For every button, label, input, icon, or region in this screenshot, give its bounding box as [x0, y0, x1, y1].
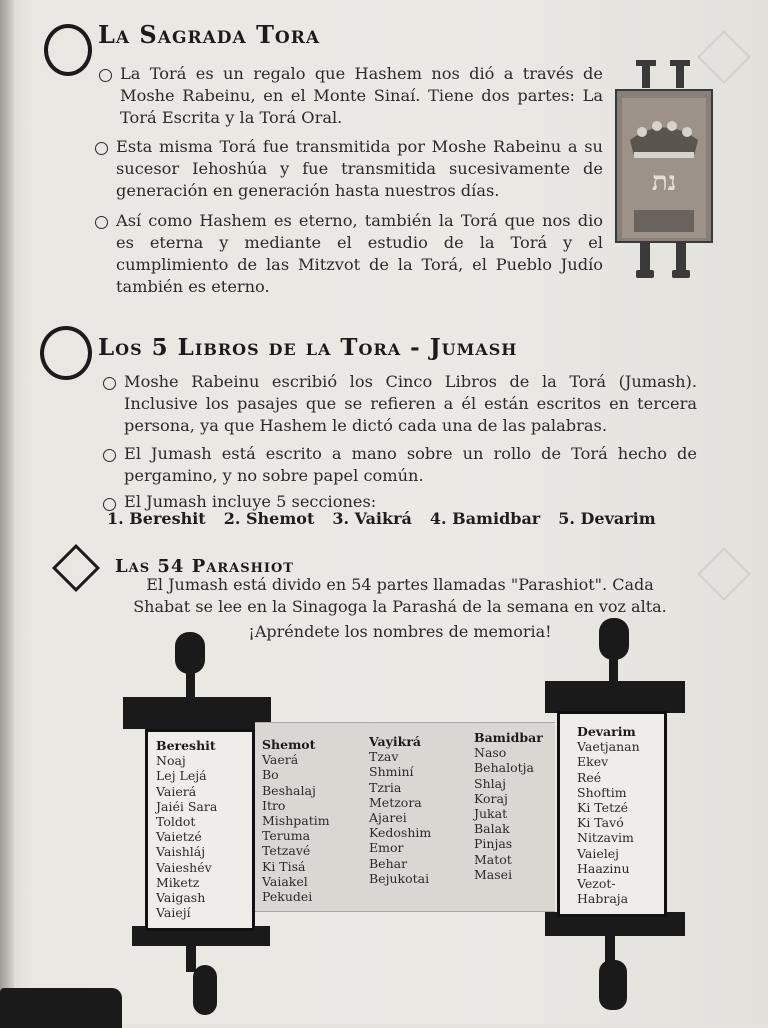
parashiot-column-bereshit [156, 738, 217, 920]
bullet-circle-icon [103, 449, 116, 462]
book-heading: Bereshit [156, 738, 216, 753]
paragraph: Esta misma Torá fue transmitida por Moshe Rabeinu a su sucesor Iehoshúa y fue transmitida sucesivamente de generación en generación hasta nuestros días. [116, 137, 603, 200]
paragraph: El Jumash está escrito a mano sobre un rollo de Torá hecho de pergamino, y no sobre papel común. [124, 444, 697, 485]
parasha-name: Masei [474, 866, 513, 882]
parasha-name: Toldot [156, 814, 196, 830]
corner-object [0, 988, 122, 1028]
paragraph: El Jumash incluye 5 secciones: [124, 492, 377, 511]
section-circle-icon [40, 326, 92, 380]
parasha-name: Shminí [369, 764, 414, 780]
parashiot-column-bamidbar [474, 730, 543, 882]
section-circle-icon [44, 24, 92, 76]
parasha-name: Ajarei [369, 810, 407, 826]
parasha-name: Matot [474, 851, 512, 867]
bullet-circle-icon [95, 142, 108, 155]
scroll-stem-top-right [609, 656, 618, 684]
parasha-name: Vaielej [577, 845, 619, 861]
parasha-name: Kedoshim [369, 825, 432, 841]
parasha-name: Koraj [474, 790, 508, 806]
parasha-name: Shlaj [474, 775, 506, 791]
parasha-name: Tzria [369, 779, 402, 795]
parasha-name: Miketz [156, 874, 200, 890]
parasha-name: Itro [262, 797, 286, 813]
section-title: Las 54 Parashiot [115, 556, 294, 577]
parasha-name: Habraja [577, 891, 629, 907]
parasha-name: Vezot- [577, 876, 616, 892]
scroll-stem-bottom-left [186, 944, 196, 972]
parasha-name: Bo [262, 767, 279, 783]
bullet-circle-icon [103, 377, 116, 390]
parasha-name: Vaetjanan [577, 739, 640, 755]
parasha-name: Lej Lejá [156, 768, 207, 784]
parasha-name: Beshalaj [262, 782, 316, 798]
parasha-name: Vaerá [262, 752, 299, 768]
books-list [107, 509, 687, 528]
scroll-handle-top-left [175, 632, 205, 674]
bullet-circle-icon [95, 216, 108, 229]
book-heading: Bamidbar [474, 730, 543, 745]
parashiot-column-vayikra [369, 734, 431, 886]
parasha-name: Metzora [369, 794, 422, 810]
parasha-name: Emor [369, 840, 404, 856]
parasha-name: Tetzavé [262, 843, 311, 859]
parasha-name: Pinjas [474, 836, 513, 852]
paragraph: Moshe Rabeinu escribió los Cinco Libros de la Torá (Jumash). Inclusive los pasajes que se refieren a él están escritos en tercera persona, ya que Hashem le dictó cada una de las palabras. [124, 372, 697, 435]
scroll-handle-top-right [599, 618, 629, 660]
section-title: Los 5 Libros de la Tora - Jumash [98, 334, 518, 361]
parasha-name: Noaj [156, 753, 186, 769]
parasha-name: Balak [474, 821, 510, 837]
parasha-name: Naso [474, 745, 507, 761]
parasha-name: Vaietzé [156, 829, 202, 845]
section-title: La Sagrada Tora [98, 20, 321, 49]
book-item: 4. Bamidbar [429, 509, 541, 528]
intro-line: El Jumash está divido en 54 partes llamadas "Parashiot". Cada [146, 575, 654, 594]
parasha-name: Pekudei [262, 889, 313, 905]
parashiot-column-shemot [262, 737, 330, 904]
section-diamond-icon [52, 544, 100, 592]
parasha-name: Vaigash [156, 890, 206, 906]
parasha-name: Behalotja [474, 760, 534, 776]
parasha-name: Bejukotai [369, 870, 430, 886]
scroll-top-bar-right [545, 681, 685, 713]
book-item: 1. Bereshit [107, 509, 206, 528]
parasha-name: Jukat [474, 806, 508, 822]
scroll-handle-bottom-left [193, 965, 217, 1015]
book-item: 5. Devarim [558, 509, 656, 528]
page-gutter-shadow [0, 0, 14, 1024]
scroll-stem-top-left [186, 670, 195, 700]
parasha-name: Vaierá [156, 783, 197, 799]
book-item: 2. Shemot [223, 509, 315, 528]
scroll-handle-bottom-right [599, 960, 627, 1010]
torah-scroll-illustration [612, 60, 722, 280]
parasha-name: Mishpatim [262, 813, 330, 829]
intro-line: ¡Apréndete los nombres de memoria! [248, 622, 552, 641]
parashiot-column-devarim [577, 724, 640, 906]
parasha-name: Vaiejí [156, 905, 191, 921]
bleed-through-diamond [697, 547, 751, 601]
parasha-name: Teruma [262, 828, 311, 844]
intro-line: Shabat se lee en la Sinagoga la Parashá de la semana en voz alta. [133, 597, 667, 616]
parasha-name: Shoftim [577, 784, 627, 800]
book-item: 3. Vaikrá [332, 509, 412, 528]
book-heading: Vayikrá [369, 734, 422, 749]
bullet-circle-icon [99, 69, 112, 82]
parasha-name: Haazinu [577, 860, 630, 876]
parasha-name: Vaishláj [156, 844, 206, 860]
parasha-name: Jaiéi Sara [156, 798, 218, 814]
book-heading: Devarim [577, 724, 636, 739]
paragraph: La Torá es un regalo que Hashem nos dió a través de Moshe Rabeinu, en el Monte Sinaí. Tiene dos partes: La Torá Escrita y la Torá Oral. [120, 64, 603, 127]
hebrew-letters: נת [651, 167, 677, 197]
scroll-top-bar-left [123, 697, 271, 729]
parasha-name: Vaieshév [156, 859, 212, 875]
parasha-name: Ekev [577, 754, 609, 770]
parasha-name: Ki Tetzé [577, 800, 629, 816]
parasha-name: Ki Tisá [262, 858, 306, 874]
parasha-name: Behar [369, 855, 408, 871]
parasha-name: Tzav [369, 749, 399, 765]
book-heading: Shemot [262, 737, 316, 752]
paragraph: Así como Hashem es eterno, también la Torá que nos dio es eterna y mediante el estudio de la Torá y el cumplimiento de las Mitzvot de la Torá, el Pueblo Judío también es eterno. [116, 211, 603, 296]
parasha-name: Vaiakel [262, 873, 308, 889]
parasha-name: Reé [577, 769, 602, 785]
parasha-name: Ki Tavó [577, 815, 624, 831]
parasha-name: Nitzavim [577, 830, 634, 846]
